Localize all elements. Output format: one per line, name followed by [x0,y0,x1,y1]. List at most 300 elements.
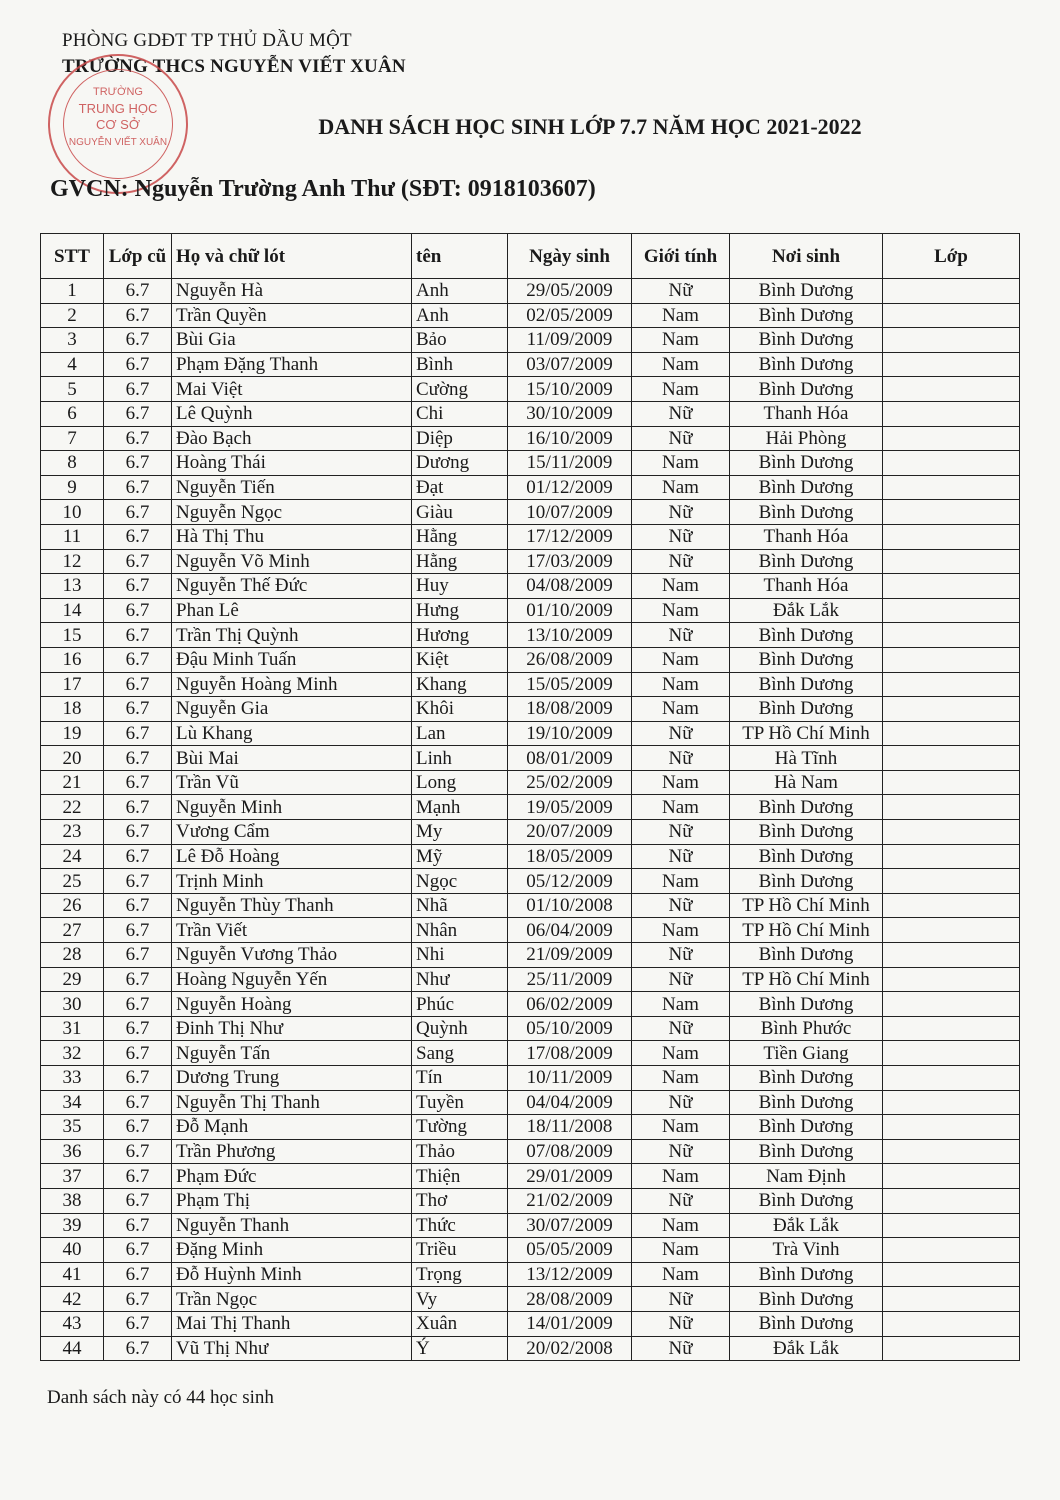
cell-stt: 34 [41,1090,104,1115]
cell-gender: Nam [632,328,730,353]
document-title: DANH SÁCH HỌC SINH LỚP 7.7 NĂM HỌC 2021-2022 [318,114,862,139]
cell-old-class: 6.7 [104,279,172,304]
cell-birth-date: 04/04/2009 [508,1090,632,1115]
cell-class [883,303,1020,328]
cell-birthplace: Bình Dương [730,1066,883,1091]
cell-given-name: Kiệt [412,647,508,672]
table-row [41,279,1020,304]
cell-birth-date: 18/11/2008 [508,1115,632,1140]
cell-birth-date: 28/08/2009 [508,1287,632,1312]
cell-class [883,795,1020,820]
cell-old-class: 6.7 [104,328,172,353]
cell-class [883,1287,1020,1312]
cell-given-name: Đạt [412,475,508,500]
cell-stt: 40 [41,1238,104,1263]
cell-gender: Nữ [632,524,730,549]
cell-given-name: Tín [412,1066,508,1091]
cell-birthplace: Bình Dương [730,500,883,525]
cell-old-class: 6.7 [104,352,172,377]
table-row [41,549,1020,574]
table-row [41,869,1020,894]
table-row [41,943,1020,968]
cell-birth-date: 20/07/2009 [508,820,632,845]
cell-class [883,328,1020,353]
cell-class [883,279,1020,304]
col-header-old-class: Lớp cũ [104,234,172,279]
col-header-gender: Giới tính [632,234,730,279]
table-row [41,893,1020,918]
cell-birthplace: Bình Dương [730,1188,883,1213]
cell-surname: Đinh Thị Như [172,1016,412,1041]
cell-birth-date: 15/10/2009 [508,377,632,402]
seal-text-3: CƠ SỞ [96,117,140,132]
cell-class [883,869,1020,894]
cell-stt: 43 [41,1311,104,1336]
cell-surname: Nguyễn Tiến [172,475,412,500]
cell-surname: Nguyễn Tấn [172,1041,412,1066]
table-row [41,844,1020,869]
cell-class [883,426,1020,451]
table-row [41,992,1020,1017]
cell-gender: Nam [632,1262,730,1287]
cell-given-name: Huy [412,574,508,599]
cell-old-class: 6.7 [104,1262,172,1287]
table-row [41,1090,1020,1115]
cell-gender: Nam [632,647,730,672]
cell-class [883,574,1020,599]
cell-birth-date: 19/05/2009 [508,795,632,820]
cell-given-name: Nhã [412,893,508,918]
cell-given-name: Nhân [412,918,508,943]
cell-class [883,1336,1020,1361]
cell-stt: 22 [41,795,104,820]
cell-old-class: 6.7 [104,524,172,549]
cell-gender: Nam [632,1115,730,1140]
cell-class [883,746,1020,771]
cell-stt: 12 [41,549,104,574]
cell-old-class: 6.7 [104,475,172,500]
cell-old-class: 6.7 [104,918,172,943]
cell-surname: Nguyễn Thị Thanh [172,1090,412,1115]
cell-birthplace: Đắk Lắk [730,1336,883,1361]
cell-birthplace: Bình Dương [730,623,883,648]
cell-stt: 28 [41,943,104,968]
cell-birthplace: Bình Dương [730,697,883,722]
cell-stt: 13 [41,574,104,599]
col-header-surname: Họ và chữ lót [172,234,412,279]
table-row [41,426,1020,451]
cell-given-name: Xuân [412,1311,508,1336]
cell-old-class: 6.7 [104,1238,172,1263]
cell-birthplace: Trà Vinh [730,1238,883,1263]
cell-birthplace: Bình Dương [730,869,883,894]
cell-gender: Nữ [632,623,730,648]
cell-class [883,1164,1020,1189]
cell-class [883,549,1020,574]
cell-old-class: 6.7 [104,377,172,402]
cell-gender: Nam [632,377,730,402]
table-row [41,574,1020,599]
cell-gender: Nam [632,352,730,377]
cell-stt: 19 [41,721,104,746]
cell-birthplace: Thanh Hóa [730,574,883,599]
cell-birthplace: Bình Dương [730,1287,883,1312]
cell-surname: Nguyễn Gia [172,697,412,722]
cell-surname: Nguyễn Thế Đức [172,574,412,599]
cell-surname: Lê Đỗ Hoàng [172,844,412,869]
cell-class [883,623,1020,648]
cell-stt: 36 [41,1139,104,1164]
seal-text-2: TRUNG HỌC [78,101,158,116]
cell-stt: 3 [41,328,104,353]
cell-birthplace: Thanh Hóa [730,401,883,426]
school-name: TRƯỜNG THCS NGUYỄN VIẾT XUÂN [62,56,406,77]
cell-surname: Hoàng Thái [172,451,412,476]
cell-birthplace: Bình Dương [730,279,883,304]
cell-surname: Đậu Minh Tuấn [172,647,412,672]
cell-gender: Nam [632,574,730,599]
cell-given-name: Ý [412,1336,508,1361]
cell-gender: Nam [632,451,730,476]
cell-given-name: Mạnh [412,795,508,820]
cell-gender: Nữ [632,820,730,845]
table-row [41,1287,1020,1312]
cell-gender: Nữ [632,549,730,574]
cell-given-name: Thảo [412,1139,508,1164]
cell-surname: Trần Thị Quỳnh [172,623,412,648]
cell-class [883,647,1020,672]
cell-given-name: Triều [412,1238,508,1263]
table-row [41,524,1020,549]
table-row [41,770,1020,795]
cell-given-name: Khang [412,672,508,697]
table-row [41,451,1020,476]
cell-gender: Nam [632,598,730,623]
cell-birthplace: Bình Dương [730,1090,883,1115]
cell-gender: Nam [632,869,730,894]
col-header-stt: STT [41,234,104,279]
table-row [41,377,1020,402]
student-count-note: Danh sách này có 44 học sinh [47,1387,274,1408]
cell-birthplace: Thanh Hóa [730,524,883,549]
cell-class [883,820,1020,845]
cell-birthplace: Bình Dương [730,475,883,500]
cell-surname: Nguyễn Ngọc [172,500,412,525]
cell-class [883,918,1020,943]
cell-surname: Phạm Đặng Thanh [172,352,412,377]
cell-given-name: Quỳnh [412,1016,508,1041]
table-row [41,328,1020,353]
cell-class [883,1238,1020,1263]
cell-stt: 11 [41,524,104,549]
table-body [41,279,1020,1361]
cell-stt: 26 [41,893,104,918]
cell-birth-date: 08/01/2009 [508,746,632,771]
col-header-birth-date: Ngày sinh [508,234,632,279]
cell-surname: Bùi Mai [172,746,412,771]
cell-given-name: Cường [412,377,508,402]
table-row [41,401,1020,426]
cell-birth-date: 05/12/2009 [508,869,632,894]
cell-class [883,1139,1020,1164]
cell-class [883,1262,1020,1287]
cell-surname: Trần Vũ [172,770,412,795]
cell-class [883,672,1020,697]
col-header-class: Lớp [883,234,1020,279]
cell-old-class: 6.7 [104,1213,172,1238]
cell-stt: 25 [41,869,104,894]
cell-stt: 1 [41,279,104,304]
cell-surname: Trịnh Minh [172,869,412,894]
table-row [41,598,1020,623]
table-row [41,1066,1020,1091]
table-row [41,1213,1020,1238]
table-row [41,746,1020,771]
cell-birth-date: 13/10/2009 [508,623,632,648]
cell-gender: Nam [632,697,730,722]
cell-surname: Phạm Đức [172,1164,412,1189]
cell-birthplace: Bình Dương [730,820,883,845]
cell-gender: Nam [632,992,730,1017]
homeroom-teacher: GVCN: Nguyễn Trường Anh Thư (SĐT: 0918103607) [50,176,596,202]
cell-given-name: Bảo [412,328,508,353]
cell-stt: 10 [41,500,104,525]
cell-class [883,967,1020,992]
cell-stt: 18 [41,697,104,722]
cell-gender: Nam [632,475,730,500]
cell-gender: Nữ [632,967,730,992]
cell-class [883,844,1020,869]
cell-gender: Nữ [632,426,730,451]
cell-birth-date: 17/08/2009 [508,1041,632,1066]
cell-stt: 4 [41,352,104,377]
cell-birth-date: 05/05/2009 [508,1238,632,1263]
cell-class [883,1115,1020,1140]
cell-birthplace: Hà Tĩnh [730,746,883,771]
cell-surname: Đỗ Huỳnh Minh [172,1262,412,1287]
cell-surname: Nguyễn Võ Minh [172,549,412,574]
cell-old-class: 6.7 [104,672,172,697]
col-header-given-name: tên [412,234,508,279]
cell-class [883,1066,1020,1091]
cell-old-class: 6.7 [104,1016,172,1041]
table-row [41,303,1020,328]
cell-stt: 42 [41,1287,104,1312]
cell-surname: Nguyễn Thùy Thanh [172,893,412,918]
cell-surname: Hà Thị Thu [172,524,412,549]
table-row [41,475,1020,500]
cell-given-name: Bình [412,352,508,377]
cell-stt: 35 [41,1115,104,1140]
cell-old-class: 6.7 [104,967,172,992]
cell-class [883,451,1020,476]
cell-old-class: 6.7 [104,426,172,451]
cell-surname: Bùi Gia [172,328,412,353]
cell-birthplace: Nam Định [730,1164,883,1189]
cell-given-name: Lan [412,721,508,746]
cell-gender: Nữ [632,1287,730,1312]
table-row [41,647,1020,672]
cell-surname: Phan Lê [172,598,412,623]
cell-surname: Mai Việt [172,377,412,402]
department-name: PHÒNG GDĐT TP THỦ DẦU MỘT [62,30,352,51]
cell-surname: Lê Quỳnh [172,401,412,426]
cell-birthplace: Bình Dương [730,303,883,328]
cell-old-class: 6.7 [104,1115,172,1140]
cell-given-name: Trọng [412,1262,508,1287]
cell-birthplace: Tiền Giang [730,1041,883,1066]
cell-given-name: Tuyền [412,1090,508,1115]
cell-old-class: 6.7 [104,574,172,599]
cell-birth-date: 19/10/2009 [508,721,632,746]
cell-surname: Đỗ Mạnh [172,1115,412,1140]
cell-birth-date: 05/10/2009 [508,1016,632,1041]
cell-class [883,1090,1020,1115]
cell-stt: 38 [41,1188,104,1213]
cell-birth-date: 18/08/2009 [508,697,632,722]
cell-given-name: Diệp [412,426,508,451]
cell-birth-date: 21/09/2009 [508,943,632,968]
cell-birth-date: 14/01/2009 [508,1311,632,1336]
cell-birth-date: 03/07/2009 [508,352,632,377]
cell-given-name: Linh [412,746,508,771]
cell-gender: Nữ [632,721,730,746]
cell-old-class: 6.7 [104,1164,172,1189]
cell-gender: Nữ [632,401,730,426]
cell-gender: Nữ [632,279,730,304]
table-row [41,1336,1020,1361]
cell-given-name: Dương [412,451,508,476]
cell-class [883,475,1020,500]
cell-birth-date: 29/01/2009 [508,1164,632,1189]
cell-stt: 16 [41,647,104,672]
cell-class [883,770,1020,795]
cell-gender: Nữ [632,746,730,771]
cell-old-class: 6.7 [104,795,172,820]
cell-birth-date: 10/07/2009 [508,500,632,525]
cell-old-class: 6.7 [104,1311,172,1336]
cell-birthplace: Bình Dương [730,352,883,377]
cell-stt: 41 [41,1262,104,1287]
cell-birthplace: Bình Dương [730,647,883,672]
cell-gender: Nữ [632,1090,730,1115]
cell-birth-date: 16/10/2009 [508,426,632,451]
cell-gender: Nam [632,918,730,943]
cell-birthplace: Bình Dương [730,992,883,1017]
cell-birthplace: Đắk Lắk [730,1213,883,1238]
cell-gender: Nữ [632,1139,730,1164]
cell-stt: 17 [41,672,104,697]
col-header-birthplace: Nơi sinh [730,234,883,279]
cell-surname: Trần Phương [172,1139,412,1164]
cell-old-class: 6.7 [104,746,172,771]
cell-surname: Mai Thị Thanh [172,1311,412,1336]
cell-stt: 5 [41,377,104,402]
cell-stt: 39 [41,1213,104,1238]
cell-gender: Nam [632,1164,730,1189]
cell-gender: Nam [632,1238,730,1263]
cell-given-name: Nhi [412,943,508,968]
cell-birth-date: 30/10/2009 [508,401,632,426]
cell-birth-date: 21/02/2009 [508,1188,632,1213]
cell-gender: Nam [632,1041,730,1066]
table-row [41,1016,1020,1041]
cell-gender: Nữ [632,1336,730,1361]
cell-old-class: 6.7 [104,1066,172,1091]
cell-birth-date: 26/08/2009 [508,647,632,672]
cell-old-class: 6.7 [104,893,172,918]
cell-given-name: Mỹ [412,844,508,869]
cell-birth-date: 01/12/2009 [508,475,632,500]
cell-given-name: Thức [412,1213,508,1238]
cell-old-class: 6.7 [104,697,172,722]
cell-gender: Nữ [632,500,730,525]
table-row [41,1188,1020,1213]
cell-given-name: Như [412,967,508,992]
cell-surname: Hoàng Nguyễn Yến [172,967,412,992]
seal-text-4: NGUYỄN VIẾT XUÂN [68,137,168,148]
cell-gender: Nữ [632,844,730,869]
cell-given-name: Thơ [412,1188,508,1213]
cell-stt: 33 [41,1066,104,1091]
table-row [41,1139,1020,1164]
cell-birth-date: 11/09/2009 [508,328,632,353]
cell-stt: 6 [41,401,104,426]
cell-birthplace: Bình Dương [730,1311,883,1336]
table-row [41,500,1020,525]
cell-stt: 29 [41,967,104,992]
cell-birthplace: Hà Nam [730,770,883,795]
cell-class [883,598,1020,623]
cell-stt: 23 [41,820,104,845]
cell-surname: Trần Ngọc [172,1287,412,1312]
table-row [41,918,1020,943]
cell-birth-date: 01/10/2009 [508,598,632,623]
cell-given-name: Hương [412,623,508,648]
cell-surname: Vũ Thị Như [172,1336,412,1361]
cell-stt: 15 [41,623,104,648]
cell-given-name: Tường [412,1115,508,1140]
table-row [41,721,1020,746]
cell-birthplace: Bình Dương [730,1262,883,1287]
cell-class [883,401,1020,426]
cell-birthplace: Bình Dương [730,328,883,353]
cell-birthplace: Bình Dương [730,451,883,476]
cell-birth-date: 06/04/2009 [508,918,632,943]
cell-given-name: Sang [412,1041,508,1066]
cell-birth-date: 20/02/2008 [508,1336,632,1361]
cell-old-class: 6.7 [104,1287,172,1312]
cell-birth-date: 02/05/2009 [508,303,632,328]
cell-birth-date: 18/05/2009 [508,844,632,869]
cell-surname: Dương Trung [172,1066,412,1091]
cell-stt: 2 [41,303,104,328]
cell-birth-date: 01/10/2008 [508,893,632,918]
cell-old-class: 6.7 [104,549,172,574]
cell-birthplace: Bình Phước [730,1016,883,1041]
cell-birth-date: 13/12/2009 [508,1262,632,1287]
cell-gender: Nam [632,672,730,697]
cell-given-name: Ngọc [412,869,508,894]
cell-old-class: 6.7 [104,844,172,869]
cell-old-class: 6.7 [104,1090,172,1115]
table-row [41,1041,1020,1066]
cell-gender: Nữ [632,1016,730,1041]
cell-surname: Nguyễn Vương Thảo [172,943,412,968]
student-roster-table [40,233,1020,1361]
cell-birthplace: Bình Dương [730,844,883,869]
cell-birth-date: 30/07/2009 [508,1213,632,1238]
